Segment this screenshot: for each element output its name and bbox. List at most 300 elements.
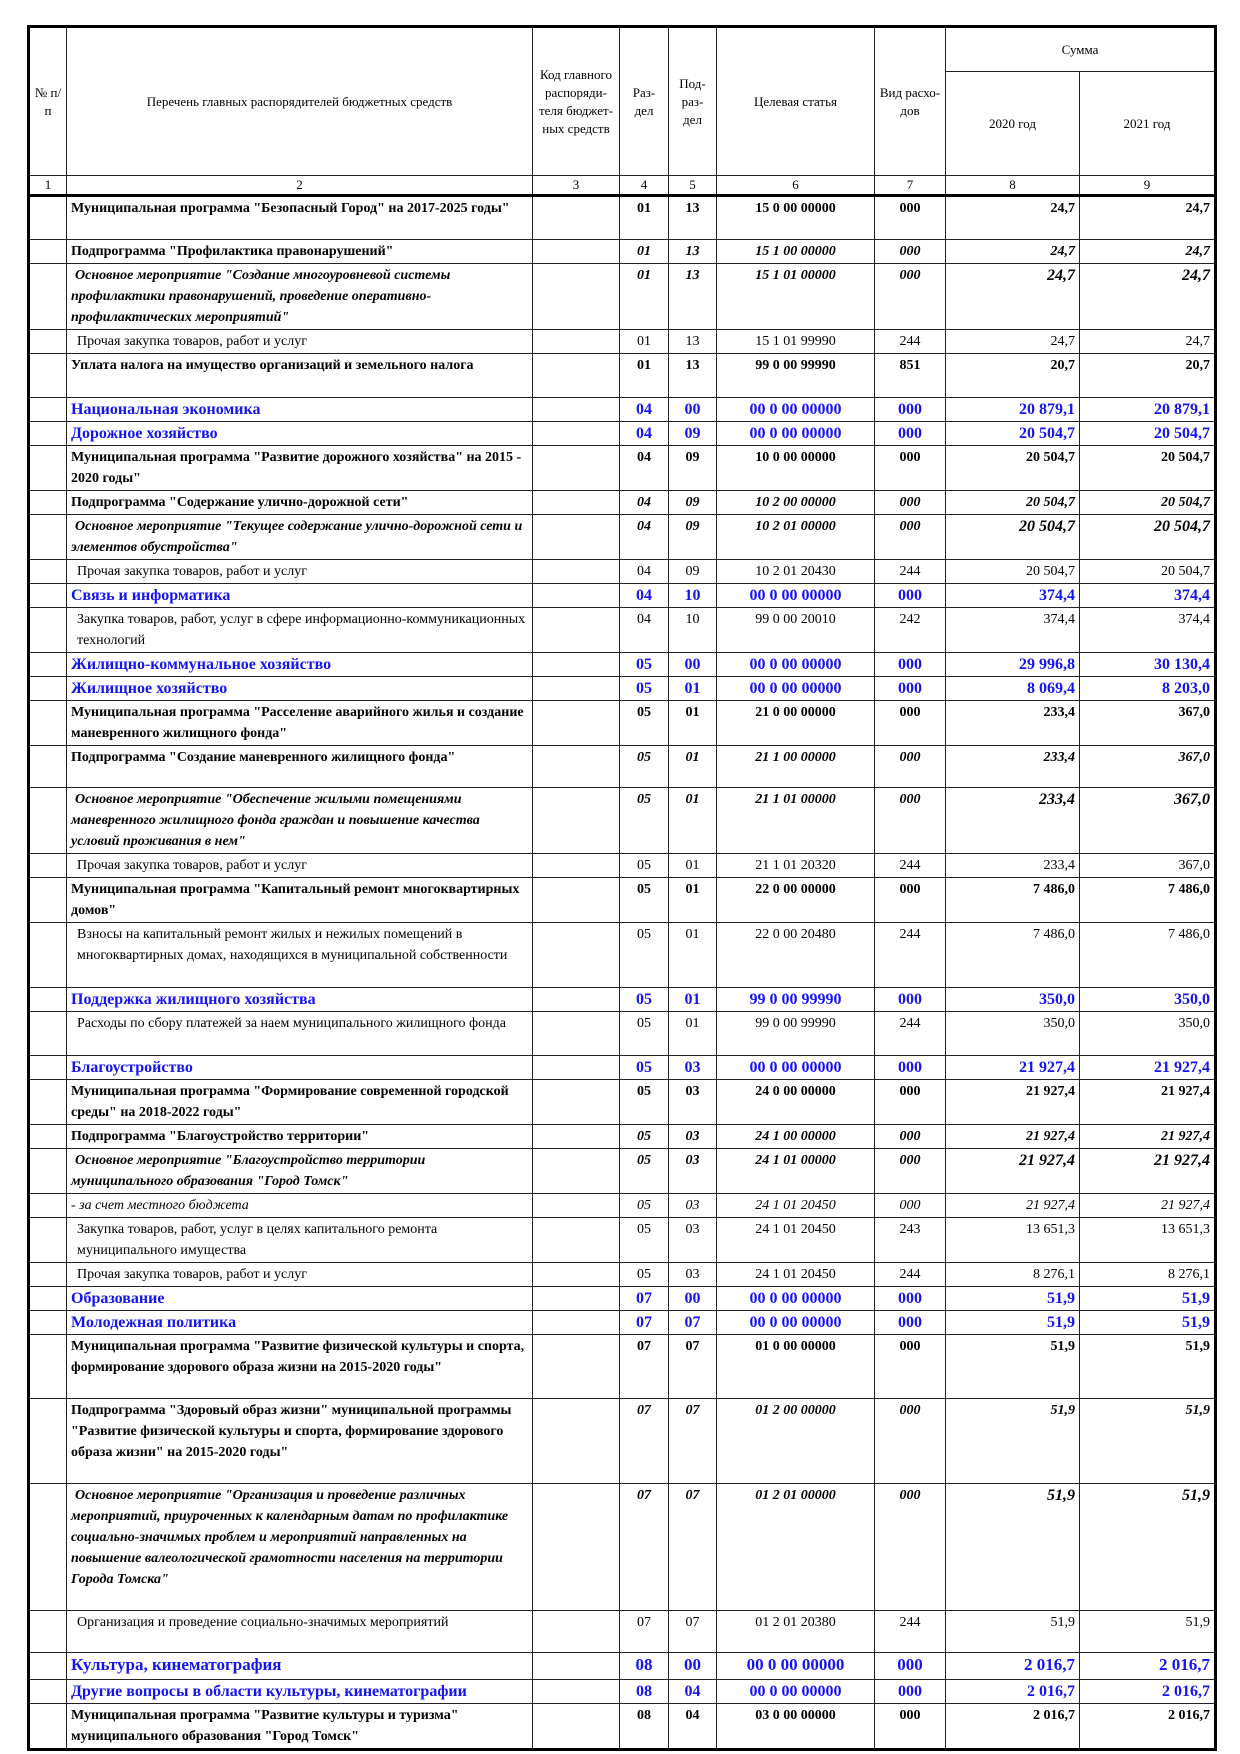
row-razdel: 01 (620, 240, 669, 264)
column-number: 7 (875, 176, 946, 196)
row-sum-2021: 24,7 (1080, 264, 1216, 330)
table-row (29, 677, 1216, 701)
row-name: Основное мероприятие "Создание многоуровневой системы профилактики правонарушений, проведение оперативно-профилактических мероприятий" (67, 264, 533, 330)
row-sum-2021: 51,9 (1080, 1335, 1216, 1399)
row-code-cell (533, 1287, 620, 1311)
row-code-cell (533, 1012, 620, 1056)
row-code-cell (533, 240, 620, 264)
row-razdel: 07 (620, 1311, 669, 1335)
row-number-cell (29, 515, 67, 560)
row-code-cell (533, 1335, 620, 1399)
row-name: Закупка товаров, работ, услуг в сфере информационно-коммуникационных технологий (67, 608, 533, 653)
row-code-cell (533, 653, 620, 677)
row-podrazdel: 04 (669, 1704, 717, 1750)
row-code-cell (533, 608, 620, 653)
row-code-cell (533, 1484, 620, 1611)
row-podrazdel: 03 (669, 1149, 717, 1194)
row-code-cell (533, 1194, 620, 1218)
row-sum-2020: 20 504,7 (946, 422, 1080, 446)
row-name: - за счет местного бюджета (67, 1194, 533, 1218)
row-sum-2021: 21 927,4 (1080, 1056, 1216, 1080)
row-target: 03 0 00 00000 (717, 1704, 875, 1750)
row-number-cell (29, 1263, 67, 1287)
row-sum-2020: 2 016,7 (946, 1704, 1080, 1750)
row-sum-2020: 21 927,4 (946, 1056, 1080, 1080)
row-number-cell (29, 746, 67, 788)
row-podrazdel: 01 (669, 854, 717, 878)
row-razdel: 01 (620, 196, 669, 240)
row-sum-2020: 233,4 (946, 746, 1080, 788)
row-sum-2021: 367,0 (1080, 701, 1216, 746)
row-sum-2020: 20 504,7 (946, 491, 1080, 515)
row-razdel: 01 (620, 330, 669, 354)
row-number-cell (29, 653, 67, 677)
row-target: 10 2 00 00000 (717, 491, 875, 515)
row-code-cell (533, 491, 620, 515)
row-razdel: 07 (620, 1484, 669, 1611)
row-target: 24 1 01 20450 (717, 1194, 875, 1218)
row-vid: 000 (875, 491, 946, 515)
row-podrazdel: 03 (669, 1263, 717, 1287)
row-vid: 000 (875, 1704, 946, 1750)
row-sum-2021: 350,0 (1080, 988, 1216, 1012)
row-sum-2020: 51,9 (946, 1484, 1080, 1611)
row-vid: 000 (875, 584, 946, 608)
row-target: 00 0 00 00000 (717, 422, 875, 446)
row-number-cell (29, 608, 67, 653)
row-target: 00 0 00 00000 (717, 1287, 875, 1311)
row-number-cell (29, 1399, 67, 1484)
row-vid: 244 (875, 854, 946, 878)
table-row (29, 446, 1216, 491)
row-vid: 000 (875, 1080, 946, 1125)
row-number-cell (29, 1653, 67, 1680)
row-podrazdel: 00 (669, 653, 717, 677)
row-podrazdel: 01 (669, 988, 717, 1012)
row-vid: 243 (875, 1218, 946, 1263)
row-sum-2020: 350,0 (946, 1012, 1080, 1056)
row-code-cell (533, 1653, 620, 1680)
row-sum-2021: 20 504,7 (1080, 422, 1216, 446)
row-target: 24 0 00 00000 (717, 1080, 875, 1125)
row-target: 21 1 01 00000 (717, 788, 875, 854)
row-number-cell (29, 240, 67, 264)
row-code-cell (533, 1125, 620, 1149)
table-row (29, 1611, 1216, 1653)
row-razdel: 05 (620, 1194, 669, 1218)
row-number-cell (29, 1704, 67, 1750)
row-razdel: 05 (620, 1012, 669, 1056)
row-target: 99 0 00 20010 (717, 608, 875, 653)
table-row (29, 701, 1216, 746)
row-name: Муниципальная программа "Безопасный Город" на 2017-2025 годы" (67, 196, 533, 240)
row-podrazdel: 07 (669, 1335, 717, 1399)
row-target: 00 0 00 00000 (717, 398, 875, 422)
row-target: 24 1 01 20450 (717, 1218, 875, 1263)
row-razdel: 05 (620, 878, 669, 923)
row-razdel: 05 (620, 988, 669, 1012)
row-name: Дорожное хозяйство (67, 422, 533, 446)
row-razdel: 05 (620, 677, 669, 701)
row-name: Основное мероприятие "Благоустройство территории муниципального образования "Город Томск" (67, 1149, 533, 1194)
row-name: Расходы по сбору платежей за наем муниципального жилищного фонда (67, 1012, 533, 1056)
row-podrazdel: 04 (669, 1680, 717, 1704)
row-sum-2021: 24,7 (1080, 196, 1216, 240)
row-code-cell (533, 1080, 620, 1125)
row-sum-2020: 21 927,4 (946, 1125, 1080, 1149)
row-target: 00 0 00 00000 (717, 653, 875, 677)
row-target: 00 0 00 00000 (717, 1653, 875, 1680)
row-code-cell (533, 1218, 620, 1263)
table-row (29, 923, 1216, 988)
row-razdel: 01 (620, 264, 669, 330)
row-podrazdel: 13 (669, 196, 717, 240)
row-name: Муниципальная программа "Развитие культуры и туризма" муниципального образования "Город Томск" (67, 1704, 533, 1750)
header-podrazdel: Под-раз-дел (669, 27, 717, 176)
row-sum-2020: 29 996,8 (946, 653, 1080, 677)
row-sum-2021: 51,9 (1080, 1611, 1216, 1653)
row-name: Подпрограмма "Здоровый образ жизни" муниципальной программы "Развитие физической культуры и спорта, формирование здорового образа жизни" на 2015-2020 годы" (67, 1399, 533, 1484)
row-sum-2021: 367,0 (1080, 854, 1216, 878)
row-razdel: 04 (620, 608, 669, 653)
row-name: Муниципальная программа "Развитие физической культуры и спорта, формирование здорового образа жизни на 2015-2020 годы" (67, 1335, 533, 1399)
table-row (29, 1653, 1216, 1680)
row-razdel: 07 (620, 1399, 669, 1484)
row-sum-2020: 350,0 (946, 988, 1080, 1012)
row-podrazdel: 13 (669, 354, 717, 398)
table-row (29, 354, 1216, 398)
table-row (29, 1080, 1216, 1125)
table-row (29, 1680, 1216, 1704)
row-name: Муниципальная программа "Капитальный ремонт многоквартирных домов" (67, 878, 533, 923)
row-podrazdel: 13 (669, 264, 717, 330)
row-podrazdel: 09 (669, 515, 717, 560)
row-name: Подпрограмма "Содержание улично-дорожной сети" (67, 491, 533, 515)
row-vid: 000 (875, 1287, 946, 1311)
row-target: 15 1 01 00000 (717, 264, 875, 330)
table-row (29, 330, 1216, 354)
row-sum-2020: 20 504,7 (946, 515, 1080, 560)
row-sum-2020: 24,7 (946, 264, 1080, 330)
row-vid: 000 (875, 788, 946, 854)
column-number: 9 (1080, 176, 1216, 196)
row-name: Основное мероприятие "Текущее содержание улично-дорожной сети и элементов обустройства" (67, 515, 533, 560)
row-target: 00 0 00 00000 (717, 1056, 875, 1080)
row-razdel: 05 (620, 1218, 669, 1263)
row-sum-2020: 24,7 (946, 240, 1080, 264)
column-number: 4 (620, 176, 669, 196)
row-target: 24 1 00 00000 (717, 1125, 875, 1149)
table-row (29, 491, 1216, 515)
row-number-cell (29, 1056, 67, 1080)
row-name: Взносы на капитальный ремонт жилых и нежилых помещений в многоквартирных домах, находящихся в муниципальной собственности (67, 923, 533, 988)
row-number-cell (29, 1125, 67, 1149)
row-vid: 000 (875, 1125, 946, 1149)
row-vid: 000 (875, 1311, 946, 1335)
row-number-cell (29, 1680, 67, 1704)
row-code-cell (533, 1704, 620, 1750)
row-vid: 000 (875, 746, 946, 788)
row-sum-2021: 20 504,7 (1080, 515, 1216, 560)
column-number: 6 (717, 176, 875, 196)
row-name: Прочая закупка товаров, работ и услуг (67, 854, 533, 878)
row-sum-2021: 21 927,4 (1080, 1194, 1216, 1218)
row-vid: 244 (875, 1263, 946, 1287)
header-code: Код главного распоряди-теля бюджет-ных средств (533, 27, 620, 176)
row-vid: 000 (875, 422, 946, 446)
row-sum-2020: 20 504,7 (946, 446, 1080, 491)
row-vid: 000 (875, 1653, 946, 1680)
row-sum-2021: 13 651,3 (1080, 1218, 1216, 1263)
row-number-cell (29, 1335, 67, 1399)
row-sum-2021: 21 927,4 (1080, 1125, 1216, 1149)
table-row (29, 746, 1216, 788)
row-razdel: 08 (620, 1704, 669, 1750)
row-sum-2020: 21 927,4 (946, 1080, 1080, 1125)
row-code-cell (533, 354, 620, 398)
row-sum-2020: 2 016,7 (946, 1680, 1080, 1704)
header-razdel: Раз-дел (620, 27, 669, 176)
column-numbers-row (29, 176, 1216, 196)
row-sum-2021: 367,0 (1080, 788, 1216, 854)
column-number: 1 (29, 176, 67, 196)
row-vid: 000 (875, 196, 946, 240)
row-code-cell (533, 446, 620, 491)
row-name: Образование (67, 1287, 533, 1311)
row-razdel: 05 (620, 1080, 669, 1125)
row-razdel: 05 (620, 653, 669, 677)
row-podrazdel: 01 (669, 788, 717, 854)
table-row (29, 878, 1216, 923)
row-sum-2020: 24,7 (946, 196, 1080, 240)
row-target: 15 1 00 00000 (717, 240, 875, 264)
row-code-cell (533, 1056, 620, 1080)
row-sum-2020: 7 486,0 (946, 923, 1080, 988)
row-razdel: 04 (620, 446, 669, 491)
row-podrazdel: 03 (669, 1056, 717, 1080)
row-podrazdel: 07 (669, 1311, 717, 1335)
row-target: 10 0 00 00000 (717, 446, 875, 491)
table-row (29, 1194, 1216, 1218)
row-vid: 000 (875, 240, 946, 264)
table-row (29, 1399, 1216, 1484)
row-target: 99 0 00 99990 (717, 354, 875, 398)
row-sum-2020: 7 486,0 (946, 878, 1080, 923)
row-number-cell (29, 1484, 67, 1611)
row-target: 15 1 01 99990 (717, 330, 875, 354)
row-name: Благоустройство (67, 1056, 533, 1080)
table-body (29, 196, 1216, 1750)
row-name: Подпрограмма "Профилактика правонарушений" (67, 240, 533, 264)
row-target: 00 0 00 00000 (717, 584, 875, 608)
row-razdel: 05 (620, 1263, 669, 1287)
row-razdel: 05 (620, 1056, 669, 1080)
row-number-cell (29, 584, 67, 608)
row-name: Прочая закупка товаров, работ и услуг (67, 1263, 533, 1287)
row-name: Подпрограмма "Создание маневренного жилищного фонда" (67, 746, 533, 788)
row-podrazdel: 13 (669, 240, 717, 264)
table-row (29, 1012, 1216, 1056)
row-podrazdel: 03 (669, 1194, 717, 1218)
row-number-cell (29, 988, 67, 1012)
row-sum-2021: 20 504,7 (1080, 560, 1216, 584)
row-name: Связь и информатика (67, 584, 533, 608)
row-name: Прочая закупка товаров, работ и услуг (67, 330, 533, 354)
row-sum-2021: 2 016,7 (1080, 1680, 1216, 1704)
row-podrazdel: 01 (669, 701, 717, 746)
header-sum: Сумма (946, 27, 1216, 72)
row-code-cell (533, 330, 620, 354)
row-vid: 000 (875, 1194, 946, 1218)
row-razdel: 05 (620, 701, 669, 746)
row-number-cell (29, 1218, 67, 1263)
table-row (29, 398, 1216, 422)
row-name: Муниципальная программа "Развитие дорожного хозяйства" на 2015 - 2020 годы" (67, 446, 533, 491)
row-razdel: 04 (620, 422, 669, 446)
row-target: 01 2 01 00000 (717, 1484, 875, 1611)
row-name: Культура, кинематография (67, 1653, 533, 1680)
row-target: 24 1 01 20450 (717, 1263, 875, 1287)
row-target: 15 0 00 00000 (717, 196, 875, 240)
row-name: Прочая закупка товаров, работ и услуг (67, 560, 533, 584)
table-row (29, 1263, 1216, 1287)
row-sum-2020: 51,9 (946, 1311, 1080, 1335)
row-code-cell (533, 1149, 620, 1194)
row-sum-2020: 24,7 (946, 330, 1080, 354)
table-row (29, 1704, 1216, 1750)
row-sum-2020: 20,7 (946, 354, 1080, 398)
row-code-cell (533, 1680, 620, 1704)
row-number-cell (29, 1080, 67, 1125)
row-sum-2021: 8 203,0 (1080, 677, 1216, 701)
table-row (29, 584, 1216, 608)
row-razdel: 04 (620, 560, 669, 584)
row-sum-2020: 20 504,7 (946, 560, 1080, 584)
row-sum-2020: 51,9 (946, 1335, 1080, 1399)
row-razdel: 08 (620, 1680, 669, 1704)
row-sum-2020: 21 927,4 (946, 1194, 1080, 1218)
row-number-cell (29, 446, 67, 491)
header-name: Перечень главных распорядителей бюджетных средств (67, 27, 533, 176)
row-podrazdel: 01 (669, 878, 717, 923)
header-2020: 2020 год (946, 72, 1080, 176)
row-razdel: 07 (620, 1611, 669, 1653)
row-number-cell (29, 854, 67, 878)
row-podrazdel: 01 (669, 1012, 717, 1056)
row-podrazdel: 01 (669, 923, 717, 988)
row-razdel: 05 (620, 1125, 669, 1149)
row-sum-2020: 233,4 (946, 854, 1080, 878)
row-podrazdel: 03 (669, 1218, 717, 1263)
row-target: 99 0 00 99990 (717, 988, 875, 1012)
row-vid: 000 (875, 264, 946, 330)
row-code-cell (533, 701, 620, 746)
row-number-cell (29, 788, 67, 854)
row-target: 22 0 00 20480 (717, 923, 875, 988)
row-sum-2021: 24,7 (1080, 330, 1216, 354)
row-vid: 851 (875, 354, 946, 398)
row-target: 21 1 00 00000 (717, 746, 875, 788)
row-vid: 000 (875, 878, 946, 923)
row-sum-2021: 367,0 (1080, 746, 1216, 788)
row-razdel: 04 (620, 491, 669, 515)
row-podrazdel: 09 (669, 560, 717, 584)
row-number-cell (29, 1287, 67, 1311)
row-vid: 244 (875, 1611, 946, 1653)
table-row (29, 1484, 1216, 1611)
row-sum-2021: 51,9 (1080, 1399, 1216, 1484)
row-sum-2021: 7 486,0 (1080, 923, 1216, 988)
row-code-cell (533, 196, 620, 240)
row-sum-2020: 8 069,4 (946, 677, 1080, 701)
row-name: Жилищно-коммунальное хозяйство (67, 653, 533, 677)
table-row (29, 422, 1216, 446)
row-code-cell (533, 854, 620, 878)
row-number-cell (29, 491, 67, 515)
row-code-cell (533, 923, 620, 988)
row-podrazdel: 01 (669, 746, 717, 788)
row-sum-2020: 13 651,3 (946, 1218, 1080, 1263)
table-row (29, 196, 1216, 240)
row-sum-2021: 21 927,4 (1080, 1149, 1216, 1194)
row-code-cell (533, 560, 620, 584)
row-vid: 000 (875, 1484, 946, 1611)
row-target: 22 0 00 00000 (717, 878, 875, 923)
row-target: 10 2 01 20430 (717, 560, 875, 584)
row-code-cell (533, 264, 620, 330)
row-name: Закупка товаров, работ, услуг в целях капитального ремонта муниципального имущества (67, 1218, 533, 1263)
row-number-cell (29, 560, 67, 584)
row-podrazdel: 09 (669, 422, 717, 446)
row-code-cell (533, 1399, 620, 1484)
row-number-cell (29, 330, 67, 354)
row-code-cell (533, 788, 620, 854)
table-row (29, 854, 1216, 878)
table-row (29, 788, 1216, 854)
row-name: Уплата налога на имущество организаций и земельного налога (67, 354, 533, 398)
row-podrazdel: 03 (669, 1125, 717, 1149)
row-target: 99 0 00 99990 (717, 1012, 875, 1056)
row-name: Муниципальная программа "Формирование современной городской среды" на 2018-2022 годы" (67, 1080, 533, 1125)
row-name: Основное мероприятие "Организация и проведение различных мероприятий, приуроченных к календарным датам по профилактике социально-значимых проблем и мероприятий направленных на повышение валеологической грамотности населения на территории Города Томска" (67, 1484, 533, 1611)
row-razdel: 05 (620, 746, 669, 788)
row-code-cell (533, 1263, 620, 1287)
row-sum-2020: 233,4 (946, 788, 1080, 854)
row-target: 21 0 00 00000 (717, 701, 875, 746)
row-sum-2021: 24,7 (1080, 240, 1216, 264)
row-code-cell (533, 515, 620, 560)
row-code-cell (533, 1311, 620, 1335)
row-code-cell (533, 677, 620, 701)
row-razdel: 07 (620, 1335, 669, 1399)
row-razdel: 05 (620, 1149, 669, 1194)
table-row (29, 608, 1216, 653)
row-number-cell (29, 264, 67, 330)
row-sum-2020: 2 016,7 (946, 1653, 1080, 1680)
header-2021: 2021 год (1080, 72, 1216, 176)
row-number-cell (29, 1149, 67, 1194)
row-code-cell (533, 988, 620, 1012)
row-razdel: 04 (620, 584, 669, 608)
row-name: Муниципальная программа "Расселение аварийного жилья и создание маневренного жилищного фонда" (67, 701, 533, 746)
header-target: Целевая статья (717, 27, 875, 176)
row-name: Жилищное хозяйство (67, 677, 533, 701)
row-vid: 244 (875, 560, 946, 584)
table-row (29, 1125, 1216, 1149)
row-code-cell (533, 584, 620, 608)
row-sum-2021: 20 504,7 (1080, 491, 1216, 515)
row-razdel: 04 (620, 398, 669, 422)
